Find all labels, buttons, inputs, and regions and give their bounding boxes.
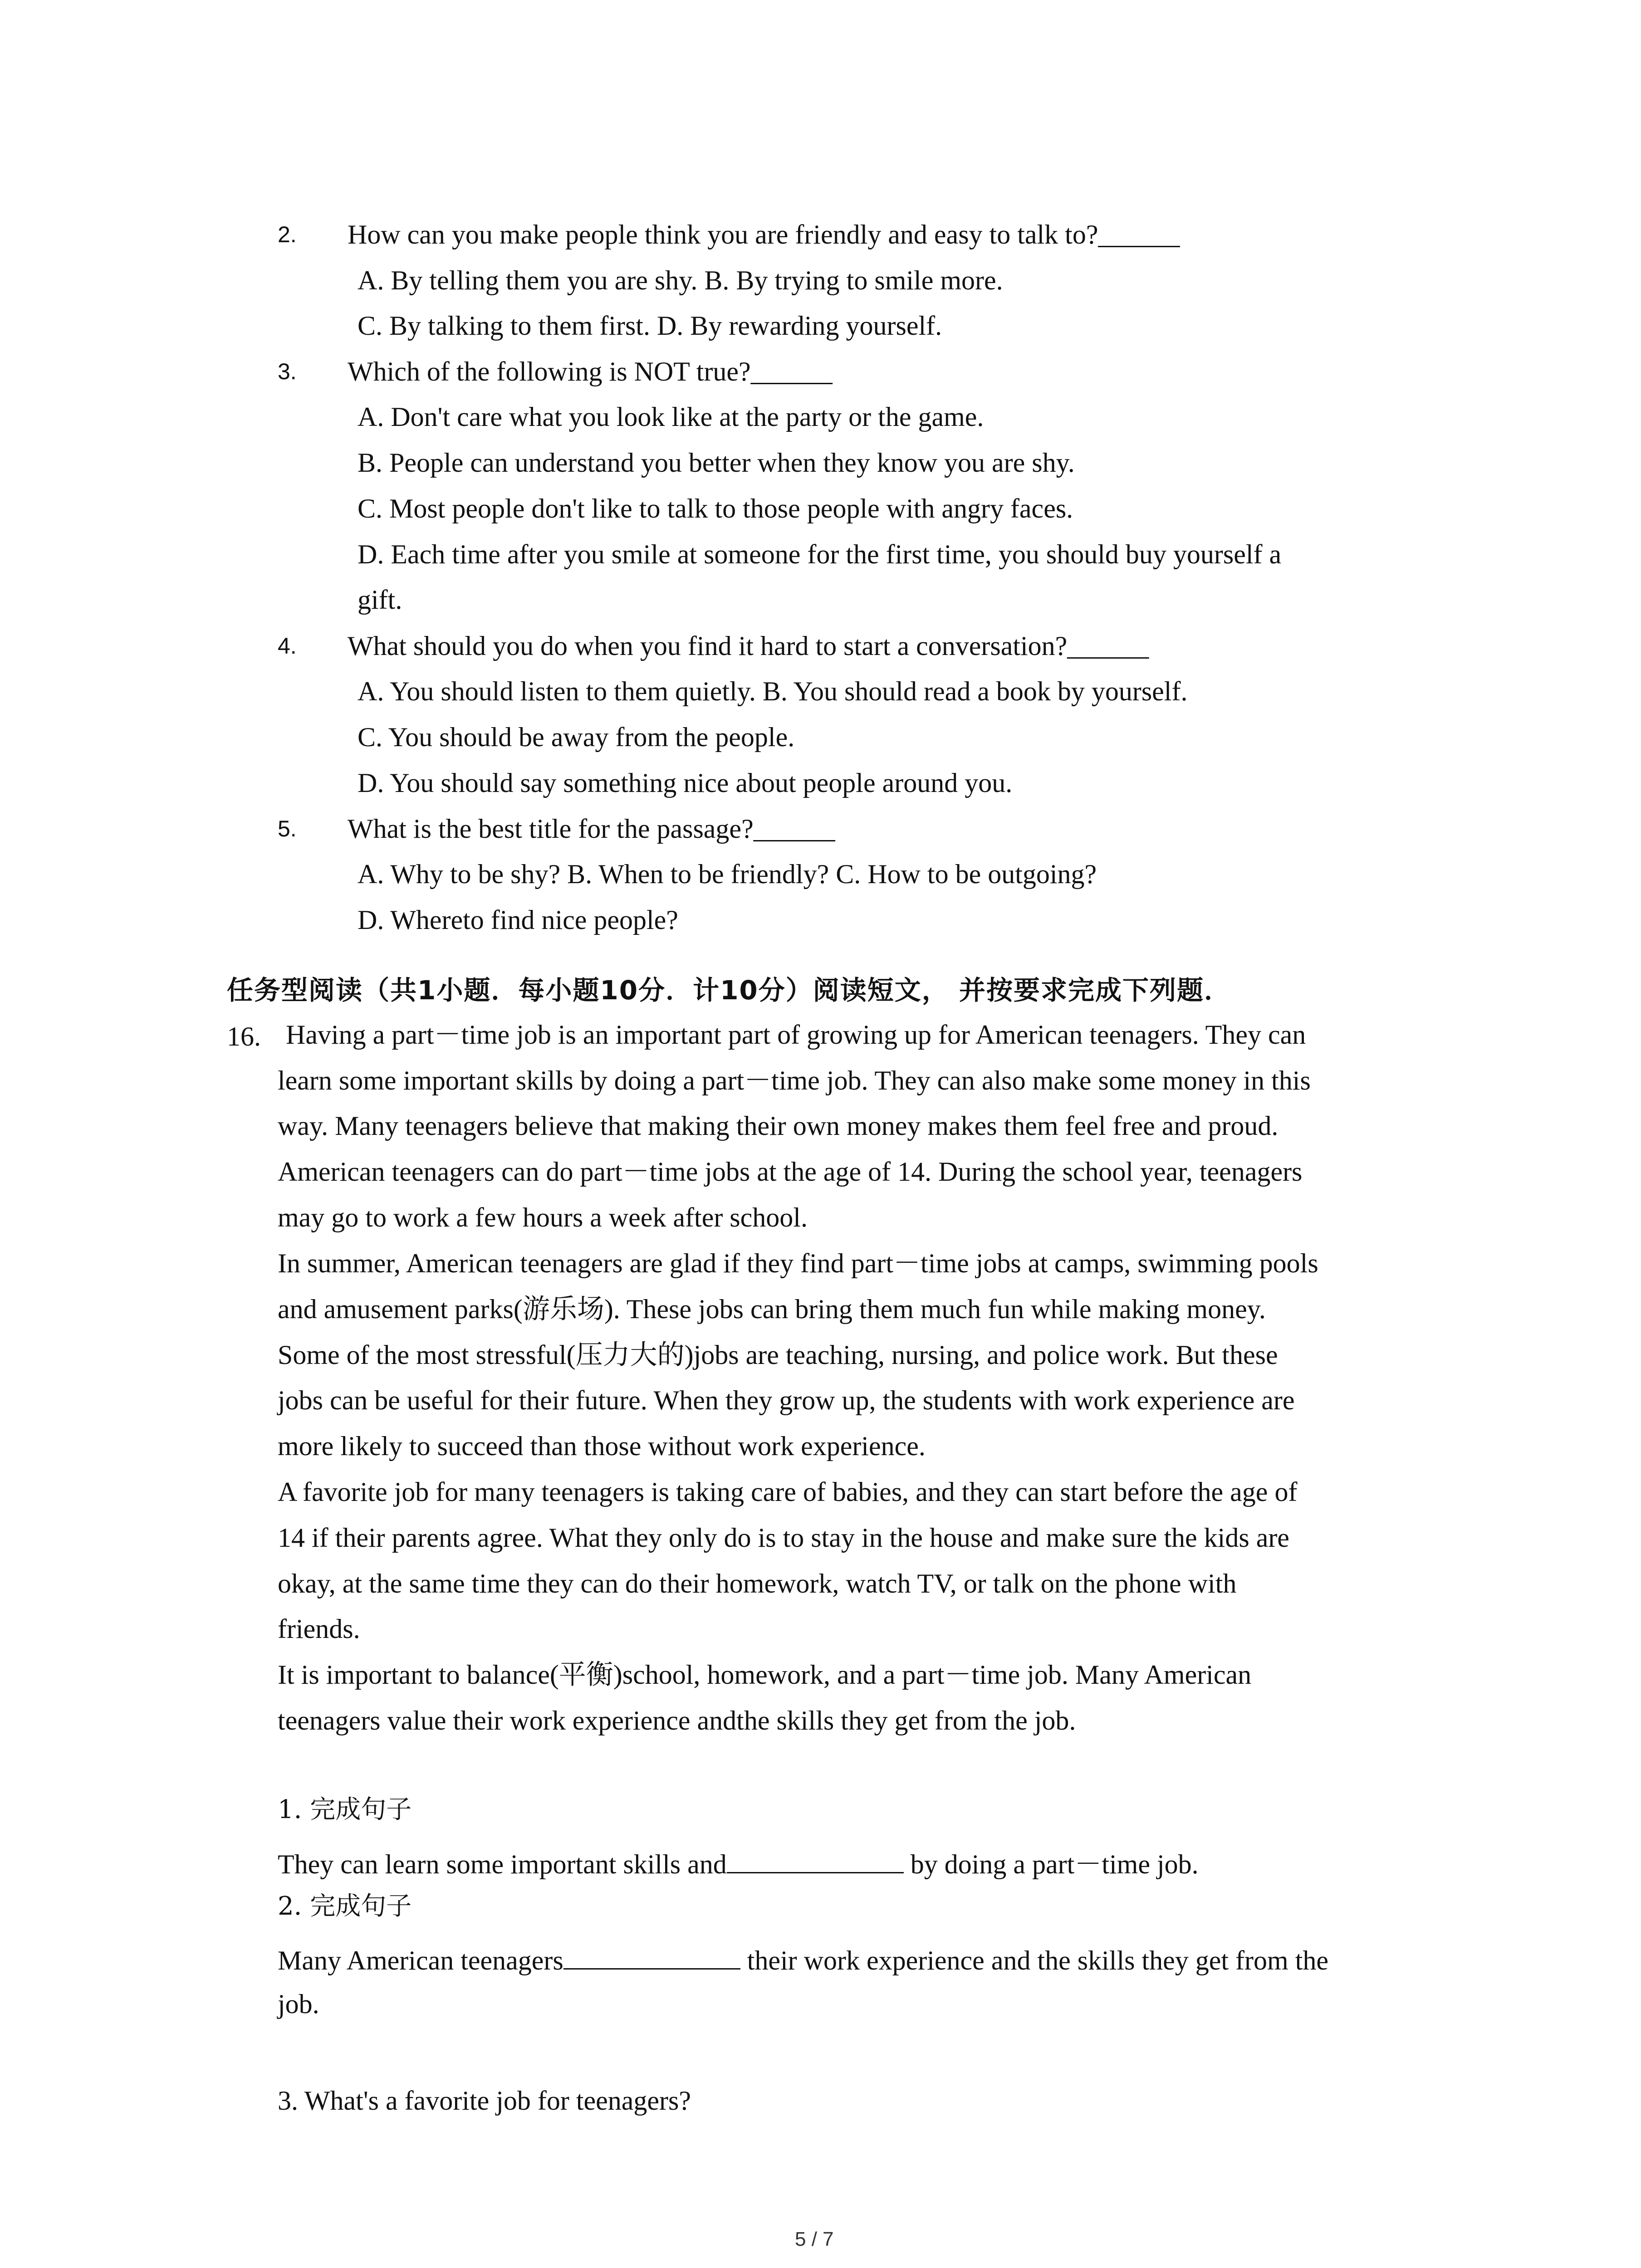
passage-line: okay, at the same time they can do their homework, watch TV, or talk on the phone with [278, 1569, 1237, 1598]
task-2-text-continued: job. [278, 1989, 319, 2019]
question-5-option-line: D. Whereto find nice people? [358, 905, 678, 935]
task-1-text-after: by doing a part－time job. [903, 1849, 1199, 1879]
question-4-option-line: C. You should be away from the people. [358, 722, 795, 752]
question-4-number: 4. [278, 633, 297, 659]
question-3-option-line: C. Most people don't like to talk to those people with angry faces. [358, 494, 1073, 523]
question-4-option-line: D. You should say something nice about people around you. [358, 768, 1013, 798]
question-3-number: 3. [278, 359, 297, 384]
task-2-text-after: their work experience and the skills they get from the [740, 1945, 1328, 1975]
question-2-option-line: C. By talking to them first. D. By rewarding yourself. [358, 311, 942, 341]
task-2-label: 2. 完成句子 [278, 1892, 412, 1921]
passage-line: jobs can be useful for their future. When they grow up, the students with work experience are [278, 1385, 1295, 1415]
task-1-label: 1. 完成句子 [278, 1795, 412, 1824]
question-3-option-line: D. Each time after you smile at someone for the first time, you should buy yourself a [358, 539, 1282, 569]
passage-line: In summer, American teenagers are glad if they find part－time jobs at camps, swimming pools [278, 1248, 1318, 1278]
passage-line: Some of the most stressful(压力大的)jobs are teaching, nursing, and police work. But these [278, 1340, 1278, 1370]
passage-line: American teenagers can do part－time jobs at the age of 14. During the school year, teenagers [278, 1157, 1303, 1187]
question-3-option-line: gift. [358, 585, 402, 615]
passage-line: friends. [278, 1614, 360, 1644]
question-3-option-line: B. People can understand you better when they know you are shy. [358, 448, 1075, 478]
question-5-number: 5. [278, 816, 297, 841]
question-2-option-line: A. By telling them you are shy. B. By trying to smile more. [358, 265, 1003, 295]
question-5-text: What is the best title for the passage?______ [348, 814, 835, 844]
passage-line: and amusement parks(游乐场). These jobs can bring them much fun while making money. [278, 1294, 1266, 1324]
task-1-answer-blank[interactable] [727, 1848, 904, 1873]
passage-line: teenagers value their work experience andthe skills they get from the job. [278, 1706, 1076, 1735]
task-1-text-before: They can learn some important skills and [278, 1849, 727, 1879]
question-3-option-line: A. Don't care what you look like at the party or the game. [358, 402, 984, 432]
question-2-number: 2. [278, 222, 297, 247]
question-2-text: How can you make people think you are friendly and easy to talk to?______ [348, 220, 1180, 249]
task-1-sentence [278, 1848, 1199, 1878]
task-2-answer-blank[interactable] [563, 1945, 740, 1970]
passage-line: learn some important skills by doing a part－time job. They can also make some money in this [278, 1066, 1311, 1095]
page-number: 5 / 7 [795, 2228, 834, 2250]
passage-number: 16. [227, 1022, 261, 1051]
passage-line: It is important to balance(平衡)school, homework, and a part－time job. Many American [278, 1660, 1252, 1690]
task-2-sentence [278, 1945, 1328, 1974]
section-heading: 任务型阅读（共1小题．每小题10分．计10分）阅读短文， 并按要求完成下列题． [227, 975, 1231, 1006]
passage-line: Having a part－time job is an important part of growing up for American teenagers. They can [286, 1020, 1306, 1050]
question-5-option-line: A. Why to be shy? B. When to be friendly? C. How to be outgoing? [358, 859, 1097, 889]
task-3-question: 3. What's a favorite job for teenagers? [278, 2086, 691, 2116]
task-2-text-before: Many American teenagers [278, 1945, 563, 1975]
passage-line: 14 if their parents agree. What they only do is to stay in the house and make sure the kids are [278, 1523, 1289, 1553]
question-4-text: What should you do when you find it hard to start a conversation?______ [348, 631, 1149, 661]
passage-line: may go to work a few hours a week after school. [278, 1202, 808, 1232]
question-4-option-line: A. You should listen to them quietly. B. You should read a book by yourself. [358, 676, 1188, 706]
question-3-text: Which of the following is NOT true?______ [348, 357, 833, 386]
passage-line: A favorite job for many teenagers is taking care of babies, and they can start before the age of [278, 1477, 1298, 1507]
passage-line: way. Many teenagers believe that making their own money makes them feel free and proud. [278, 1111, 1279, 1141]
passage-line: more likely to succeed than those without work experience. [278, 1431, 926, 1461]
